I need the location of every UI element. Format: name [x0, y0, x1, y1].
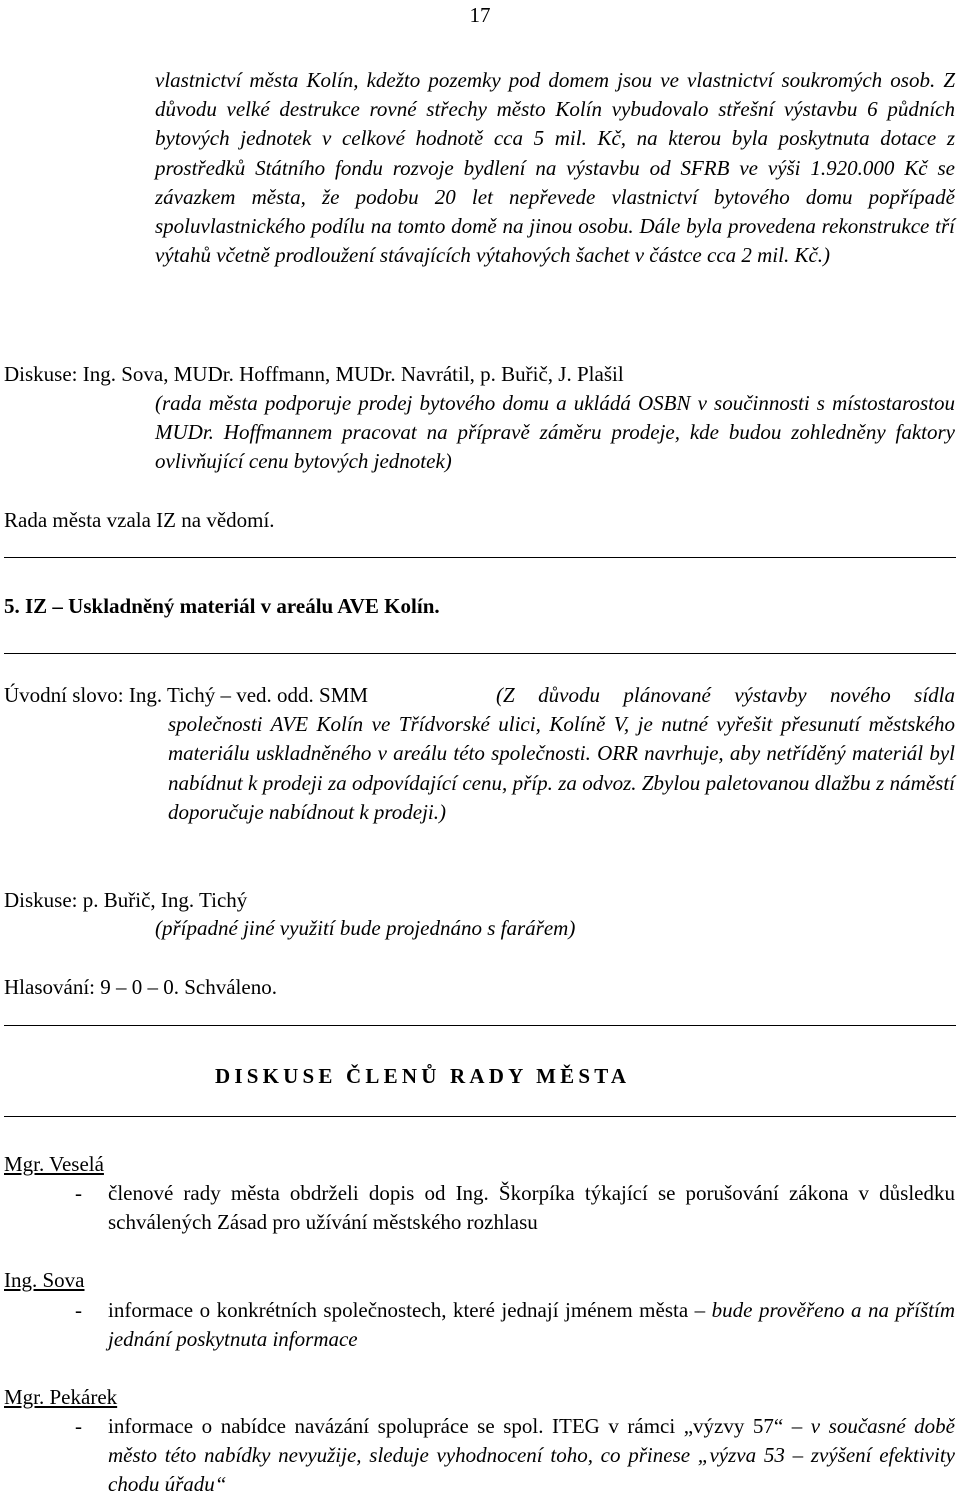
entry-text [108, 1412, 955, 1500]
entry-text: členové rady města obdrželi dopis od Ing. Škorpíka týkající se porušování zákona v důsledku schválených Zásad pro užívání městského rozhlasu [108, 1181, 955, 1235]
page-number: 17 [469, 3, 491, 27]
divider [4, 653, 956, 654]
intro-text: (Z důvodu plánované výstavby nového sídla společnosti AVE Kolín ve Třídvorské ulici, Kolíně V, je nutné vyřešit přesunutí městského materiálu uskladněného v areálu této společnosti. ORR navrhuje, aby netříděný materiál byl nabídnut k prodeji za odpovídající cenu, příp. za odvoz. Zbylou paletovanou dlažbu z náměstí doporučuje nabídnout k prodeji.) [168, 683, 955, 824]
divider [4, 557, 956, 558]
speaker-name: Mgr. Veselá [4, 1152, 104, 1176]
discussion-note: (případné jiné využití bude projednáno s farářem) [155, 916, 576, 940]
bullet-dash: - [75, 1414, 82, 1438]
bullet-dash: - [75, 1298, 82, 1322]
entry-text-italic: v současné době město této nabídky nevyužije, sleduje vyhodnocení toho, co přinese „výzva 53 – zvýšení efektivity chodu úřadu“ [108, 1414, 955, 1497]
intro-speaker: Úvodní slovo: Ing. Tichý – ved. odd. SMM [4, 683, 369, 707]
vote-result: Hlasování: 9 – 0 – 0. Schváleno. [4, 975, 277, 999]
divider [4, 1025, 956, 1026]
entry-text [108, 1296, 955, 1354]
discussion-note: (rada města podporuje prodej bytového domu a ukládá OSBN v součinnosti s místostarostou MUDr. Hoffmannem pracovat na přípravě záměru prodeje, kde budou zohledněny faktory ovlivňující cenu bytových jednotek) [155, 391, 955, 474]
council-result: Rada města vzala IZ na vědomí. [4, 508, 275, 532]
entry-text-italic: bude prověřeno a na příštím jednání poskytnuta informace [108, 1298, 955, 1352]
intro-paragraph: vlastnictví města Kolín, kdežto pozemky pod domem jsou ve vlastnictví soukromých osob. Z důvodu velké destrukce rovné střechy město Kolín vybudovalo střešní výstavbu 6 půdních bytových jednotek v celkové hodnotě cca 5 mil. Kč, na kterou byla poskytnuta dotace z prostředků Státního fondu rozvoje bydlení na výstavbu od SFRB ve výši 1.920.000 Kč se závazkem města, že podobu 20 let nepřevede vlastnictví bytového domu popřípadě spoluvlastnického podílu na tomto domě na jinou osobu. Dále byla provedena rekonstrukce tří výtahů včetně prodloužení stávajících výtahových šachet v částce cca 2 mil. Kč.) [155, 68, 955, 268]
bullet-dash: - [75, 1181, 82, 1205]
section-heading: 5. IZ – Uskladněný materiál v areálu AVE Kolín. [4, 594, 440, 618]
speaker-name: Mgr. Pekárek [4, 1385, 118, 1409]
discussion-line: Diskuse: Ing. Sova, MUDr. Hoffmann, MUDr. Navrátil, p. Buřič, J. Plašil [4, 362, 624, 386]
entry-text-plain: informace o nabídce navázání spolupráce se spol. ITEG v rámci „výzvy 57“ – [108, 1414, 803, 1438]
discussion-line: Diskuse: p. Buřič, Ing. Tichý [4, 888, 248, 912]
divider [4, 1116, 956, 1117]
council-discussion-heading: DISKUSE ČLENŮ RADY MĚSTA [215, 1064, 631, 1088]
speaker-name: Ing. Sova [4, 1268, 85, 1292]
entry-text-plain: informace o konkrétních společnostech, které jednají jménem města – [108, 1298, 706, 1322]
